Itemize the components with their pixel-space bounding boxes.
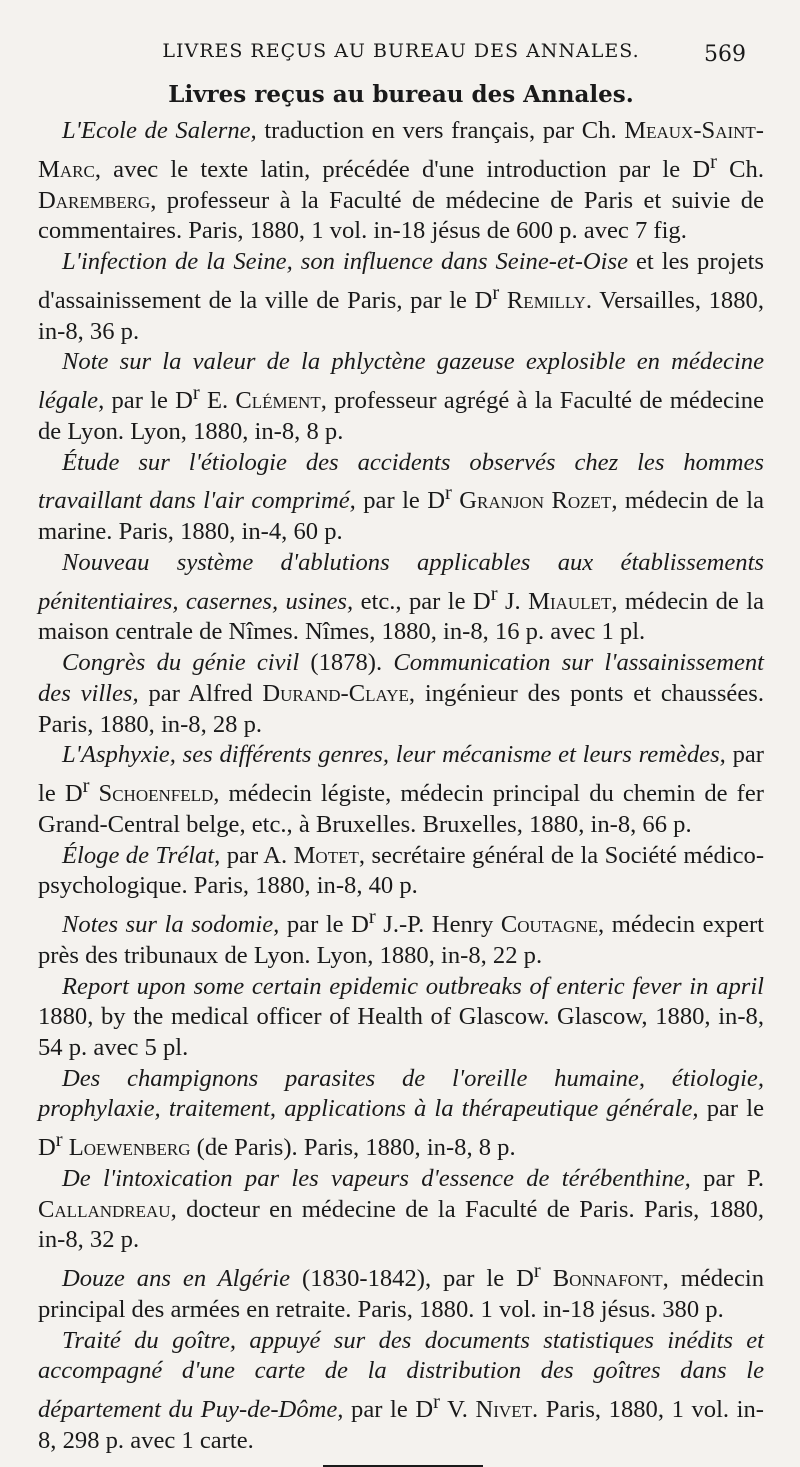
- book-title: Communication sur l'assainissement des villes,: [38, 649, 765, 707]
- book-title: Étude sur l'étiologie des accidents observés chez les hommes travaillant dans l'air comprimé,: [38, 448, 764, 515]
- author-name: Durand-Claye: [262, 679, 409, 707]
- book-entry: Éloge de Trélat, par A. Motet, secrétaire général de la Société médico-psychologique. Paris, 1880, in-8, 40 p.: [38, 841, 765, 900]
- author-name: Callandreau: [38, 1195, 171, 1223]
- book-title: Notes sur la sodomie,: [62, 911, 280, 939]
- section-title: Livres reçus au bureau des Annales.: [168, 81, 634, 108]
- author-name: Nivet: [475, 1396, 532, 1424]
- author-name: Granjon Rozet: [459, 487, 612, 515]
- book-title: Éloge de Trélat,: [62, 841, 221, 869]
- book-title: Nouveau système d'ablutions applicables aux établissements pénitentiaires, casernes, usines,: [38, 548, 764, 615]
- author-name: Coutagne: [500, 911, 599, 939]
- book-title: Report upon some certain epidemic outbreaks of enteric fever in april: [62, 972, 764, 1000]
- book-title: Douze ans en Algérie: [62, 1265, 291, 1293]
- author-name: Bonnafont: [552, 1265, 663, 1293]
- page-number: 569: [704, 42, 746, 67]
- book-entry: Étude sur l'étiologie des accidents observés chez les hommes travaillant dans l'air comprimé, par le $D^r$ Granjon Rozet, médecin de la marine. Paris, 1880, in-4, 60 p.: [38, 448, 764, 546]
- running-header: [38, 40, 764, 74]
- author-name: Miaulet: [528, 587, 612, 615]
- author-name: Meaux-Saint-Marc: [38, 117, 764, 183]
- book-title: De l'intoxication par les vapeurs d'essence de térébenthine,: [62, 1165, 691, 1192]
- book-entry: Traité du goître, appuyé sur des documents statistiques inédits et accompagné d'une carte de la distribution des goîtres dans le département du Puy-de-Dôme, par le $D^r$ V. Nivet. Paris, 1880, 1 vol. in-8, 298 p. avec 1 carte.: [38, 1326, 764, 1454]
- book-entry: Des champignons parasites de l'oreille humaine, étiologie, prophylaxie, traitement, applications à la thérapeutique générale, par le $D^r$ Loewenberg (de Paris). Paris, 1880, in-8, 8 p.: [38, 1064, 764, 1162]
- book-entry: De l'intoxication par les vapeurs d'essence de térébenthine, par P. Callandreau, docteur en médecine de la Faculté de Paris. Paris, 1880, in-8, 32 p.: [38, 1165, 764, 1254]
- author-name: Remilly: [506, 286, 586, 314]
- book-entry: L'infection de la Seine, son influence dans Seine-et-Oise et les projets d'assainissement de la ville de Paris, par le $D^r$ Remilly. Versailles, 1880, in-8, 36 p.: [38, 248, 764, 345]
- book-entry: Douze ans en Algérie (1830-1842), par le $D^r$ Bonnafont, médecin principal des armées en retraite. Paris, 1880. 1 vol. in-18 jésus. 380 p.: [38, 1260, 765, 1323]
- author-name: Daremberg: [38, 186, 151, 214]
- book-title: Des champignons parasites de l'oreille humaine, étiologie, prophylaxie, traitement, applications à la thérapeutique générale,: [38, 1064, 764, 1123]
- book-title: L'infection de la Seine, son influence dans Seine-et-Oise: [62, 248, 628, 275]
- book-title: Note sur la valeur de la phlyctène gazeuse explosible en médecine légale,: [38, 348, 764, 415]
- author-name: Schoenfeld: [98, 780, 214, 808]
- book-entry: Congrès du génie civil (1878). Communication sur l'assainissement des villes, par Alfred Durand-Claye, ingénieur des ponts et chaussées. Paris, 1880, in-8, 28 p.: [38, 649, 765, 738]
- book-title: Traité du goître, appuyé sur des documents statistiques inédits et accompagné d'une carte de la distribution des goîtres dans le département du Puy-de-Dôme,: [38, 1326, 764, 1424]
- running-title: LIVRES REÇUS AU BUREAU DES ANNALES.: [162, 40, 640, 62]
- author-name: Motet: [293, 841, 359, 869]
- book-entry: L'Ecole de Salerne, traduction en vers français, par Ch. Meaux-Saint-Marc, avec le texte latin, précédée d'une introduction par le $D^r$ Ch. Daremberg, professeur à la Faculté de médecine de Paris et suivie de commentaires. Paris, 1880, 1 vol. in-18 jésus de 600 p. avec 7 fig.: [38, 117, 764, 245]
- author-name: Loewenberg: [68, 1134, 191, 1162]
- book-entry: Report upon some certain epidemic outbreaks of enteric fever in april 1880, by the medical officer of Health of Glascow. Glascow, 1880, in-8, 54 p. avec 5 pl.: [38, 972, 764, 1061]
- book-title: L'Asphyxie, ses différents genres, leur mécanisme et leurs remèdes,: [62, 741, 726, 769]
- book-entry: L'Asphyxie, ses différents genres, leur mécanisme et leurs remèdes, par le $D^r$ Schoenfeld, médecin légiste, médecin principal du chemin de fer Grand-Central belge, etc., à Bruxelles. Bruxelles, 1880, in-8, 66 p.: [38, 741, 764, 838]
- end-rule: [323, 1465, 483, 1467]
- author-name: Clément: [235, 387, 321, 415]
- book-title: L'Ecole de Salerne,: [62, 117, 257, 144]
- book-entry: Nouveau système d'ablutions applicables aux établissements pénitentiaires, casernes, usines, etc., par le $D^r$ J. Miaulet, médecin de la maison centrale de Nîmes. Nîmes, 1880, in-8, 16 p. avec 1 pl.: [38, 548, 765, 646]
- book-entry: Notes sur la sodomie, par le $D^r$ J.-P. Henry Coutagne, médecin expert près des tribunaux de Lyon. Lyon, 1880, in-8, 22 p.: [38, 906, 765, 969]
- book-title: Congrès du génie civil: [62, 649, 300, 677]
- book-entry: Note sur la valeur de la phlyctène gazeuse explosible en médecine légale, par le $D^r$ E. Clément, professeur agrégé à la Faculté de médecine de Lyon. Lyon, 1880, in-8, 8 p.: [38, 348, 765, 445]
